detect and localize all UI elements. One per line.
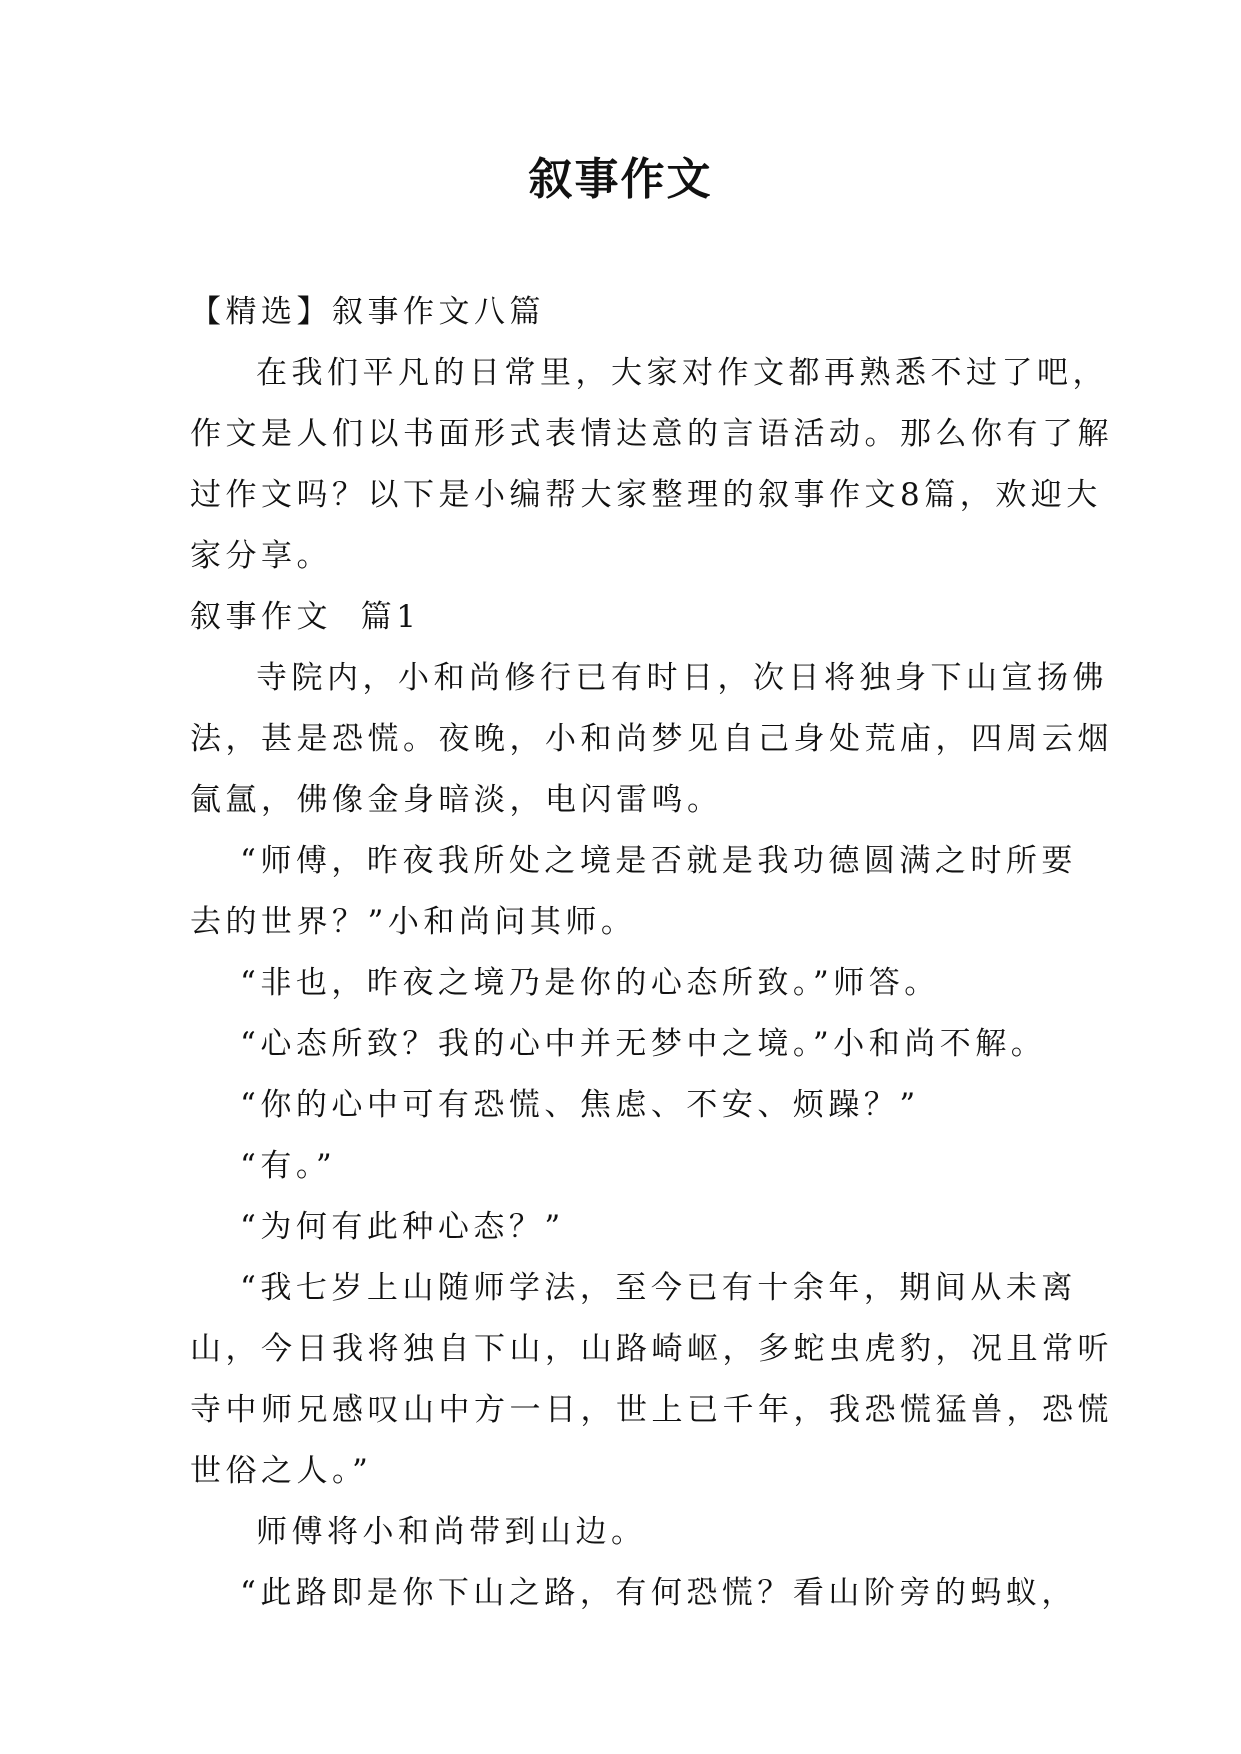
story-line: 山，今日我将独自下山，山路崎岖，多蛇虫虎豹，况且常听 [190,1331,1113,1367]
story-line: 氤氲，佛像金身暗淡，电闪雷鸣。 [190,782,723,818]
story-line: 去的世界？”小和尚问其师。 [190,904,637,940]
intro-line: 过作文吗？以下是小编帮大家整理的叙事作文8篇，欢迎大 [190,477,1102,513]
intro-line: 在我们平凡的日常里，大家对作文都再熟悉不过了吧， [256,355,1108,391]
story-line: “你的心中可有恐慌、焦虑、不安、烦躁？” [240,1087,920,1123]
story-line: 世俗之人。” [190,1453,373,1489]
document-body [190,282,1113,1624]
intro-line: 家分享。 [190,538,332,574]
story-line: 寺院内，小和尚修行已有时日，次日将独身下山宣扬佛 [256,660,1108,696]
story-line: 师傅将小和尚带到山边。 [256,1514,647,1550]
story-line: “此路即是你下山之路，有何恐慌？看山阶旁的蚂蚁， [240,1575,1077,1611]
story-line: 寺中师兄感叹山中方一日，世上已千年，我恐慌猛兽，恐慌 [190,1392,1113,1428]
story-line: “为何有此种心态？” [240,1209,565,1245]
story-line: “师傅，昨夜我所处之境是否就是我功德圆满之时所要 [240,843,1077,879]
story-line: 法，甚是恐慌。夜晚，小和尚梦见自己身处荒庙，四周云烟 [190,721,1113,757]
document-subtitle: 【精选】叙事作文八篇 [190,294,545,330]
document-title: 叙事作文 [528,154,713,205]
section-heading: 叙事作文 篇1 [190,599,421,635]
intro-line: 作文是人们以书面形式表情达意的言语活动。那么你有了解 [190,416,1113,452]
story-line: “我七岁上山随师学法，至今已有十余年，期间从未离 [240,1270,1077,1306]
story-line: “非也，昨夜之境乃是你的心态所致。”师答。 [240,965,940,1001]
story-line: “有。” [240,1148,337,1184]
story-line: “心态所致？我的心中并无梦中之境。”小和尚不解。 [240,1026,1047,1062]
